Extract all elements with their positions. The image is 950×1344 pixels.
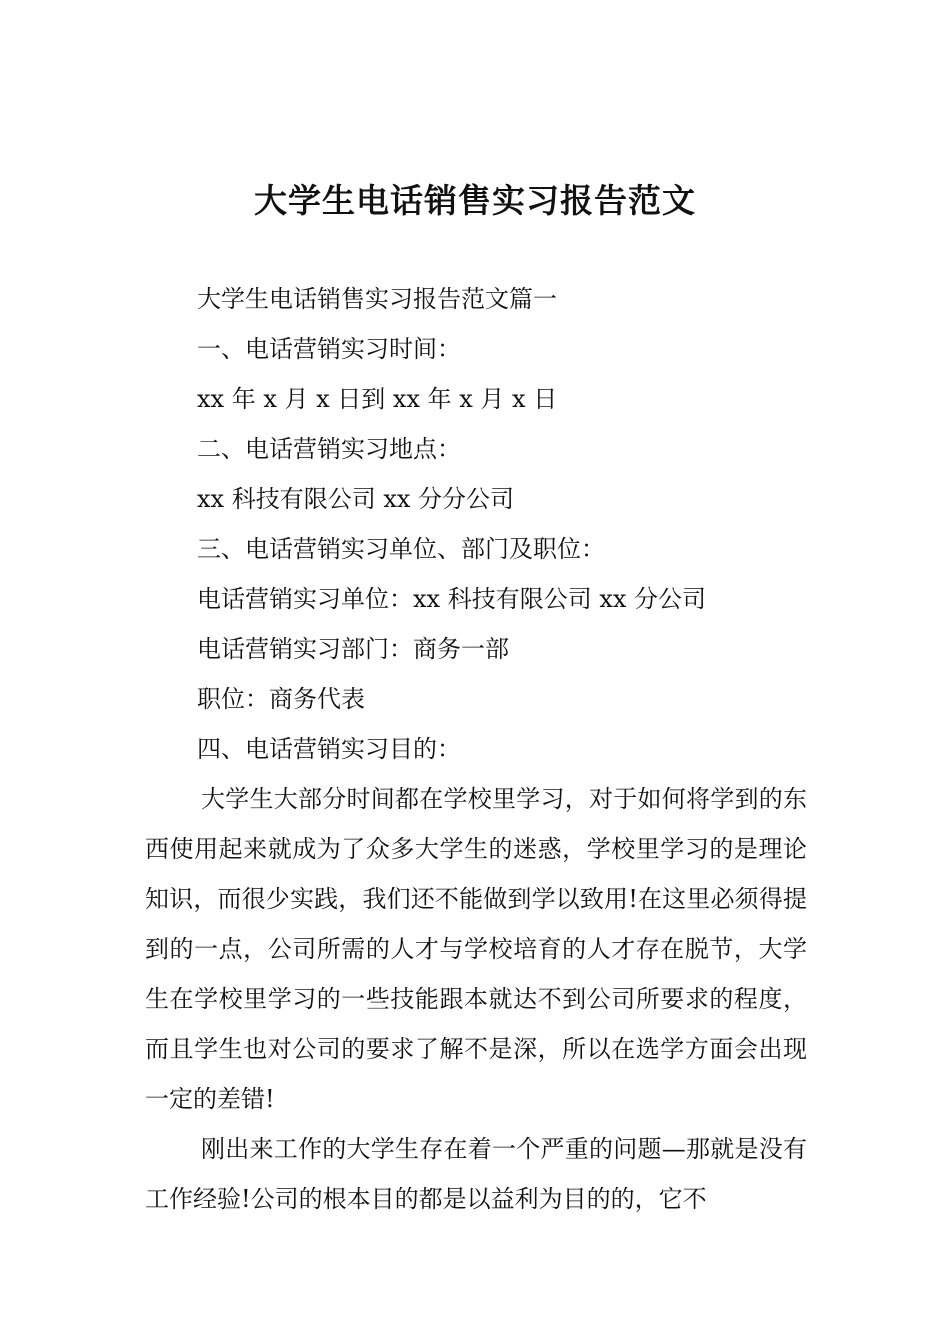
list-item: 三、电话营销实习单位、部门及职位：: [197, 535, 605, 563]
body-paragraph: 刚出来工作的大学生存在着一个严重的问题—那就是没有工作经验!公司的根本目的都是以益利为目的的，它不: [145, 1135, 807, 1213]
body-paragraph: 大学生大部分时间都在学校里学习，对于如何将学到的东西使用起来就成为了众多大学生的迷惑，学校里学习的是理论知识，而很少实践，我们还不能做到学以致用!在这里必须得提到的一点，公司所需的人才与学校培育的人才存在脱节，大学生在学校里学习的一些技能跟本就达不到公司所要求的程度，而且学生也对公司的要求了解不是深，所以在选学方面会出现一定的差错!: [145, 785, 807, 1113]
list-item: xx 科技有限公司 xx 分分公司: [197, 485, 515, 513]
list-item: 二、电话营销实习地点：: [197, 435, 461, 463]
list-item: 一、电话营销实习时间：: [197, 335, 461, 363]
list-item: 电话营销实习部门：商务一部: [197, 635, 509, 663]
list-item: 职位：商务代表: [197, 685, 365, 713]
document-title: 大学生电话销售实习报告范文: [254, 181, 696, 220]
list-item: 电话营销实习单位：xx 科技有限公司 xx 分公司: [197, 585, 707, 613]
list-item: 四、电话营销实习目的：: [197, 735, 461, 763]
section-heading: 大学生电话销售实习报告范文篇一: [197, 285, 557, 313]
list-item: xx 年 x 月 x 日到 xx 年 x 月 x 日: [197, 385, 558, 413]
